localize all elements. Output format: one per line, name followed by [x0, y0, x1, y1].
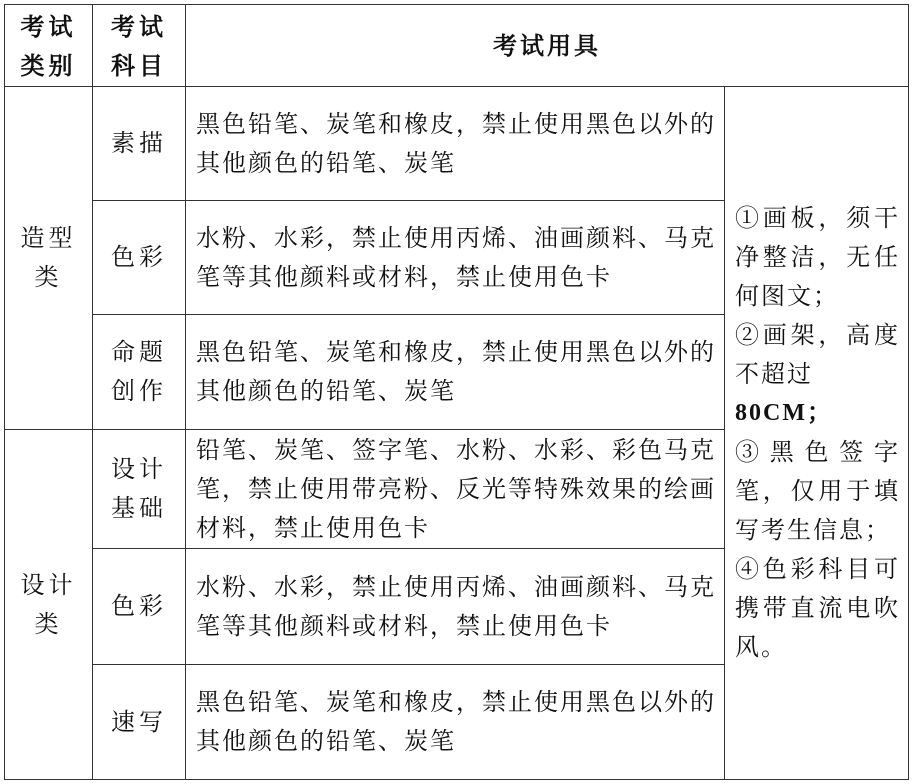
subject-cell	[93, 665, 186, 780]
tools-cell: 黑色铅笔、炭笔和橡皮，禁止使用黑色以外的其他颜色的铅笔、炭笔	[186, 315, 725, 430]
common-tool-item: ④色彩科目可携带直流电吹风。	[735, 555, 900, 661]
subject-cell	[93, 201, 186, 315]
header-tools-cell	[186, 5, 909, 87]
category-label: 造型类	[20, 224, 77, 291]
header-subject: 考试科目	[111, 11, 167, 80]
subject-label: 设计基础	[111, 455, 167, 522]
common-tool-item: ②画架，高度不超过	[735, 321, 900, 388]
table-row	[5, 87, 909, 201]
subject-label: 命题创作	[111, 338, 167, 405]
header-category: 考试类别	[20, 11, 77, 80]
tools-cell: 黑色铅笔、炭笔和橡皮，禁止使用黑色以外的其他颜色的铅笔、炭笔	[186, 87, 725, 201]
category-cell-design	[5, 430, 93, 780]
header-row	[5, 5, 909, 87]
tools-cell: 黑色铅笔、炭笔和橡皮，禁止使用黑色以外的其他颜色的铅笔、炭笔	[186, 665, 725, 780]
category-label: 设计类	[20, 570, 77, 638]
subject-cell	[93, 315, 186, 430]
tools-cell: 水粉、水彩，禁止使用丙烯、油画颜料、马克笔等其他颜料或材料，禁止使用色卡	[186, 201, 725, 315]
header-tools: 考试用具	[493, 31, 601, 60]
subject-cell	[93, 430, 186, 549]
tools-cell: 水粉、水彩，禁止使用丙烯、油画颜料、马克笔等其他颜料或材料，禁止使用色卡	[186, 549, 725, 665]
subject-label: 素描	[111, 129, 167, 157]
common-tool-item-height: 80CM；	[735, 400, 833, 426]
header-category-cell	[5, 5, 93, 87]
subject-cell	[93, 87, 186, 201]
common-tool-item: ③黑色签字笔，仅用于填写考生信息；	[735, 438, 900, 544]
category-cell-modeling	[5, 87, 93, 430]
common-tool-item: ①画板，须干净整洁，无任何图文；	[735, 204, 900, 310]
header-subject-cell	[93, 5, 186, 87]
tools-cell: 铅笔、炭笔、签字笔、水粉、水彩、彩色马克笔，禁止使用带亮粉、反光等特殊效果的绘画材料，禁止使用色卡	[186, 430, 725, 549]
exam-tools-table	[4, 4, 909, 780]
subject-label: 色彩	[111, 243, 167, 271]
subject-cell	[93, 549, 186, 665]
subject-label: 速写	[111, 707, 167, 736]
subject-label: 色彩	[111, 592, 167, 620]
common-tools-cell	[725, 87, 909, 780]
